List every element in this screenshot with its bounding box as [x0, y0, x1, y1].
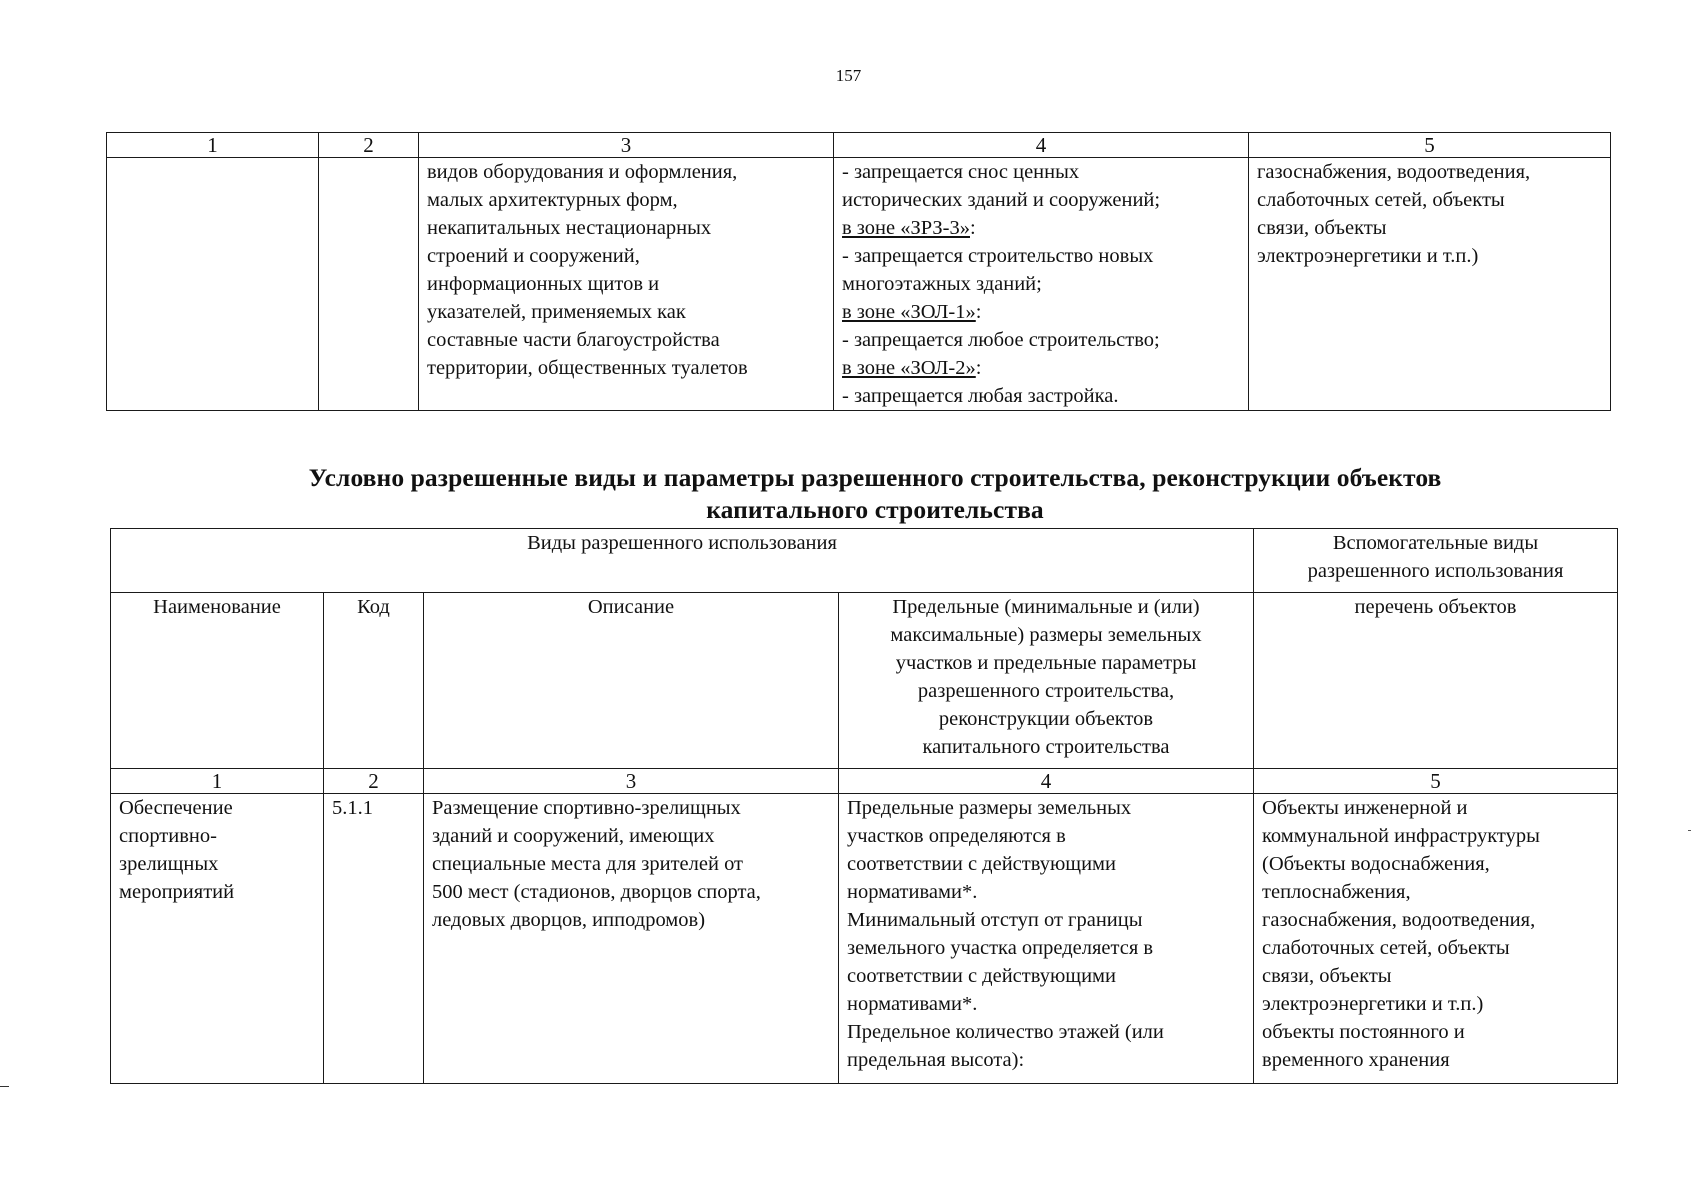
- text-line: Вспомогательные виды: [1332, 532, 1539, 554]
- text-line: составные части благоустройства: [427, 329, 720, 351]
- use-limits-cell: [839, 794, 1254, 1084]
- text-line: - запрещается любая застройка.: [842, 385, 1119, 407]
- text-line: специальные места для зрителей от: [432, 853, 744, 875]
- continued-objects-cell: [1249, 158, 1611, 411]
- text-line: указателей, применяемых как: [427, 301, 686, 323]
- section-title-line-1: Условно разрешенные виды и параметры разрешенного строительства, реконструкции объектов: [308, 463, 1442, 492]
- text-line: зданий и сооружений, имеющих: [432, 825, 715, 847]
- col-number-5: 5: [1249, 133, 1611, 158]
- zone-suffix: :: [970, 217, 976, 239]
- col-number-1: 1: [107, 133, 319, 158]
- col-number-1: 1: [111, 769, 324, 794]
- text-line: электроэнергетики и т.п.): [1262, 993, 1484, 1015]
- text-line: - запрещается строительство новых: [842, 245, 1154, 267]
- text-line: видов оборудования и оформления,: [427, 161, 738, 183]
- text-line: максимальные) размеры земельных: [890, 624, 1202, 646]
- text-line: нормативами*.: [847, 993, 978, 1015]
- col-number-3: 3: [419, 133, 834, 158]
- zone-name: в зоне «ЗРЗ-3»: [842, 217, 970, 239]
- col-number-5: 5: [1254, 769, 1618, 794]
- text-line: связи, объекты: [1257, 217, 1387, 239]
- text-line: соответствии с действующими: [847, 853, 1116, 875]
- text-line: земельного участка определяется в: [847, 937, 1154, 959]
- text-line: связи, объекты: [1262, 965, 1392, 987]
- text-line: временного хранения: [1262, 1049, 1450, 1071]
- continued-restrictions-cell: [834, 158, 1249, 411]
- text-line: исторических зданий и сооружений;: [842, 189, 1161, 211]
- text-line: слаботочных сетей, объекты: [1262, 937, 1510, 959]
- continued-table-header-row: [107, 133, 1611, 158]
- text-line: разрешенного строительства,: [917, 680, 1175, 702]
- text-line: информационных щитов и: [427, 273, 660, 295]
- text-line: теплоснабжения,: [1262, 881, 1411, 903]
- code-column-header: Код: [324, 593, 424, 769]
- permitted-uses-header: Виды разрешенного использования: [111, 529, 1254, 593]
- text-line: соответствии с действующими: [847, 965, 1116, 987]
- limits-column-header: [839, 593, 1254, 769]
- text-line: ледовых дворцов, ипподромов): [432, 909, 706, 931]
- text-line: Обеспечение: [119, 797, 233, 819]
- zone-label-zrz-3: [842, 214, 1240, 242]
- use-code-cell: 5.1.1: [324, 794, 424, 1084]
- continued-name-cell: [107, 158, 319, 411]
- conditional-uses-table: [110, 528, 1618, 1084]
- text-line: газоснабжения, водоотведения,: [1262, 909, 1536, 931]
- continued-table: [106, 132, 1611, 411]
- use-description-cell: [424, 794, 839, 1084]
- text-line: мероприятий: [119, 881, 235, 903]
- text-line: слаботочных сетей, объекты: [1257, 189, 1505, 211]
- auxiliary-uses-header: [1254, 529, 1618, 593]
- text-line: Предельные (минимальные и (или): [892, 596, 1200, 618]
- use-objects-cell: [1254, 794, 1618, 1084]
- margin-mark: [0, 1086, 9, 1087]
- zone-suffix: :: [975, 357, 982, 379]
- section-title: [0, 462, 1697, 526]
- col-number-2: 2: [319, 133, 419, 158]
- continued-description-cell: [419, 158, 834, 411]
- text-line: - запрещается любое строительство;: [842, 329, 1160, 351]
- text-line: - запрещается снос ценных: [842, 161, 1080, 183]
- text-line: газоснабжения, водоотведения,: [1257, 161, 1531, 183]
- section-title-line-2: капитального строительства: [706, 495, 1044, 524]
- text-line: разрешенного использования: [1307, 560, 1564, 582]
- col-number-3: 3: [424, 769, 839, 794]
- use-name-cell: [111, 794, 324, 1084]
- number-row: [111, 769, 1618, 794]
- col-number-2: 2: [324, 769, 424, 794]
- text-line: (Объекты водоснабжения,: [1262, 853, 1490, 875]
- table-row: [111, 794, 1618, 1084]
- text-line: Размещение спортивно-зрелищных: [432, 797, 741, 819]
- text-line: многоэтажных зданий;: [842, 273, 1042, 295]
- zone-name: в зоне «ЗОЛ-1»: [842, 301, 976, 323]
- text-line: территории, общественных туалетов: [427, 357, 748, 379]
- zone-name: в зоне «ЗОЛ-2»: [842, 357, 976, 379]
- text-line: капитального строительства: [922, 736, 1170, 758]
- text-line: зрелищных: [119, 853, 219, 875]
- text-line: Предельное количество этажей (или: [847, 1021, 1164, 1043]
- column-header-row: [111, 593, 1618, 769]
- page-number: 157: [835, 66, 862, 85]
- text-line: малых архитектурных форм,: [427, 189, 678, 211]
- col-number-4: 4: [839, 769, 1254, 794]
- continued-table-row: [107, 158, 1611, 411]
- text-line: участков и предельные параметры: [895, 652, 1197, 674]
- text-line: 500 мест (стадионов, дворцов спорта,: [432, 881, 761, 903]
- continued-code-cell: [319, 158, 419, 411]
- text-line: Объекты инженерной и: [1262, 797, 1468, 819]
- group-header-row: [111, 529, 1618, 593]
- text-line: Минимальный отступ от границы: [847, 909, 1143, 931]
- col-number-4: 4: [834, 133, 1249, 158]
- description-column-header: Описание: [424, 593, 839, 769]
- text-line: нормативами*.: [847, 881, 978, 903]
- zone-label-zol-1: [842, 298, 1240, 326]
- objects-column-header: перечень объектов: [1254, 593, 1618, 769]
- name-column-header: Наименование: [111, 593, 324, 769]
- zone-suffix: :: [975, 301, 982, 323]
- text-line: реконструкции объектов: [938, 708, 1154, 730]
- zone-label-zol-2: [842, 354, 1240, 382]
- text-line: электроэнергетики и т.п.): [1257, 245, 1479, 267]
- text-line: предельная высота):: [847, 1049, 1025, 1071]
- text-line: коммунальной инфраструктуры: [1262, 825, 1540, 847]
- text-line: Предельные размеры земельных: [847, 797, 1132, 819]
- margin-dot: [1688, 830, 1691, 831]
- text-line: участков определяются в: [847, 825, 1066, 847]
- text-line: объекты постоянного и: [1262, 1021, 1465, 1043]
- text-line: строений и сооружений,: [427, 245, 640, 267]
- text-line: спортивно-: [119, 825, 217, 847]
- text-line: некапитальных нестационарных: [427, 217, 712, 239]
